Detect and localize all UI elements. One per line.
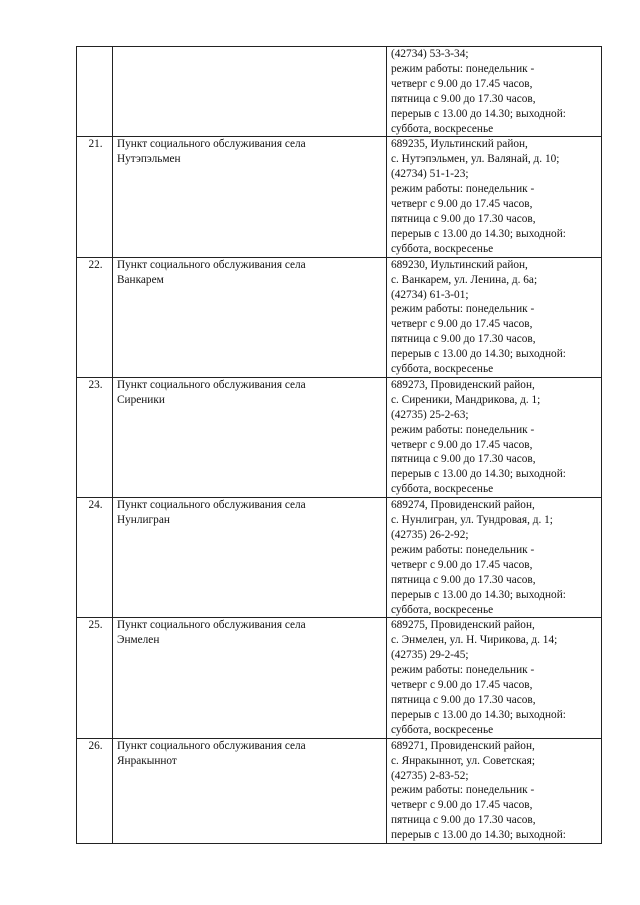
- info-line: (42735) 29-2-45;: [391, 649, 469, 662]
- address-schedule-cell: [387, 257, 602, 377]
- name-line: Пункт социального обслуживания села: [117, 739, 306, 752]
- info-line: (42734) 51-1-23;: [391, 168, 469, 181]
- info-line: перерыв с 13.00 до 14.30; выходной:: [391, 107, 566, 120]
- info-line: четверг с 9.00 до 17.45 часов,: [391, 438, 533, 451]
- info-line: режим работы: понедельник -: [391, 664, 535, 677]
- table-row: [77, 257, 602, 377]
- table-row: [77, 377, 602, 497]
- name-line: Нутэпэльмен: [117, 153, 181, 166]
- service-point-name: [113, 257, 387, 377]
- info-line: 689273, Провиденский район,: [391, 378, 535, 391]
- info-line: 689274, Провиденский район,: [391, 499, 535, 512]
- info-line: 689275, Провиденский район,: [391, 619, 535, 632]
- row-number: 24.: [77, 498, 113, 618]
- info-line: суббота, воскресенье: [391, 723, 494, 736]
- info-line: (42735) 26-2-92;: [391, 529, 469, 541]
- address-schedule-cell: [387, 137, 602, 257]
- info-line: суббота, воскресенье: [391, 122, 494, 135]
- info-line: суббота, воскресенье: [391, 363, 494, 376]
- service-point-name: [113, 618, 387, 738]
- info-line: суббота, воскресенье: [391, 603, 494, 616]
- name-line: Ванкарем: [117, 273, 164, 286]
- info-line: режим работы: понедельник -: [391, 303, 535, 316]
- table-row: [77, 498, 602, 618]
- info-line: пятница с 9.00 до 17.30 часов,: [391, 573, 536, 586]
- row-number: 21.: [77, 137, 113, 257]
- name-line: Янракыннот: [117, 754, 177, 767]
- service-point-name: [113, 377, 387, 497]
- info-line: режим работы: понедельник -: [391, 784, 535, 797]
- service-point-name: [113, 47, 387, 137]
- info-line: режим работы: понедельник -: [391, 183, 535, 196]
- address-schedule-cell: [387, 498, 602, 618]
- info-line: (42735) 2-83-52;: [391, 769, 469, 782]
- name-line: Пункт социального обслуживания села: [117, 138, 306, 151]
- table-row: [77, 618, 602, 738]
- info-line: перерыв с 13.00 до 14.30; выходной:: [391, 708, 566, 721]
- info-line: 689271, Провиденский район,: [391, 739, 535, 752]
- info-line: перерыв с 13.00 до 14.30; выходной:: [391, 348, 566, 361]
- info-line: режим работы: понедельник -: [391, 62, 535, 75]
- info-line: пятница с 9.00 до 17.30 часов,: [391, 453, 536, 466]
- name-line: Сиреники: [117, 393, 165, 406]
- info-line: пятница с 9.00 до 17.30 часов,: [391, 693, 536, 706]
- table-row: [77, 137, 602, 257]
- info-line: четверг с 9.00 до 17.45 часов,: [391, 558, 533, 571]
- table-row: [77, 738, 602, 843]
- info-line: режим работы: понедельник -: [391, 423, 535, 436]
- info-line: с. Нутэпэльмен, ул. Валянай, д. 10;: [391, 153, 560, 166]
- info-line: с. Энмелен, ул. Н. Чирикова, д. 14;: [391, 634, 558, 647]
- info-line: (42734) 53-3-34;: [391, 48, 469, 60]
- name-line: Пункт социального обслуживания села: [117, 378, 306, 391]
- row-number: [77, 47, 113, 137]
- info-line: четверг с 9.00 до 17.45 часов,: [391, 318, 533, 331]
- info-line: перерыв с 13.00 до 14.30; выходной:: [391, 468, 566, 481]
- name-line: Энмелен: [117, 634, 160, 647]
- info-line: перерыв с 13.00 до 14.30; выходной:: [391, 227, 566, 240]
- info-line: пятница с 9.00 до 17.30 часов,: [391, 333, 536, 346]
- info-line: 689235, Иультинский район,: [391, 138, 528, 151]
- info-line: с. Сиреники, Мандрикова, д. 1;: [391, 393, 541, 406]
- info-line: пятница с 9.00 до 17.30 часов,: [391, 92, 536, 105]
- info-line: четверг с 9.00 до 17.45 часов,: [391, 77, 533, 90]
- info-line: перерыв с 13.00 до 14.30; выходной:: [391, 829, 566, 842]
- info-line: суббота, воскресенье: [391, 483, 494, 496]
- info-line: суббота, воскресенье: [391, 242, 494, 255]
- row-number: 23.: [77, 377, 113, 497]
- info-line: четверг с 9.00 до 17.45 часов,: [391, 799, 533, 812]
- address-schedule-cell: [387, 377, 602, 497]
- row-number: 22.: [77, 257, 113, 377]
- row-number: 25.: [77, 618, 113, 738]
- name-line: Нунлигран: [117, 514, 170, 527]
- info-line: четверг с 9.00 до 17.45 часов,: [391, 198, 533, 211]
- info-line: 689230, Иультинский район,: [391, 258, 528, 271]
- table-row: [77, 47, 602, 137]
- address-schedule-cell: [387, 47, 602, 137]
- name-line: Пункт социального обслуживания села: [117, 499, 306, 512]
- info-line: с. Ванкарем, ул. Ленина, д. 6а;: [391, 273, 538, 286]
- info-line: с. Янракыннот, ул. Советская;: [391, 754, 535, 767]
- address-schedule-cell: [387, 738, 602, 843]
- service-points-table: [76, 46, 602, 844]
- service-point-name: [113, 498, 387, 618]
- info-line: (42734) 61-3-01;: [391, 288, 469, 301]
- info-line: четверг с 9.00 до 17.45 часов,: [391, 679, 533, 692]
- info-line: перерыв с 13.00 до 14.30; выходной:: [391, 588, 566, 601]
- row-number: 26.: [77, 738, 113, 843]
- info-line: пятница с 9.00 до 17.30 часов,: [391, 212, 536, 225]
- address-schedule-cell: [387, 618, 602, 738]
- table-body: [77, 47, 602, 844]
- name-line: Пункт социального обслуживания села: [117, 258, 306, 271]
- info-line: (42735) 25-2-63;: [391, 408, 469, 421]
- name-line: Пункт социального обслуживания села: [117, 619, 306, 632]
- info-line: пятница с 9.00 до 17.30 часов,: [391, 814, 536, 827]
- service-point-name: [113, 137, 387, 257]
- service-point-name: [113, 738, 387, 843]
- info-line: с. Нунлигран, ул. Тундровая, д. 1;: [391, 514, 553, 527]
- info-line: режим работы: понедельник -: [391, 543, 535, 556]
